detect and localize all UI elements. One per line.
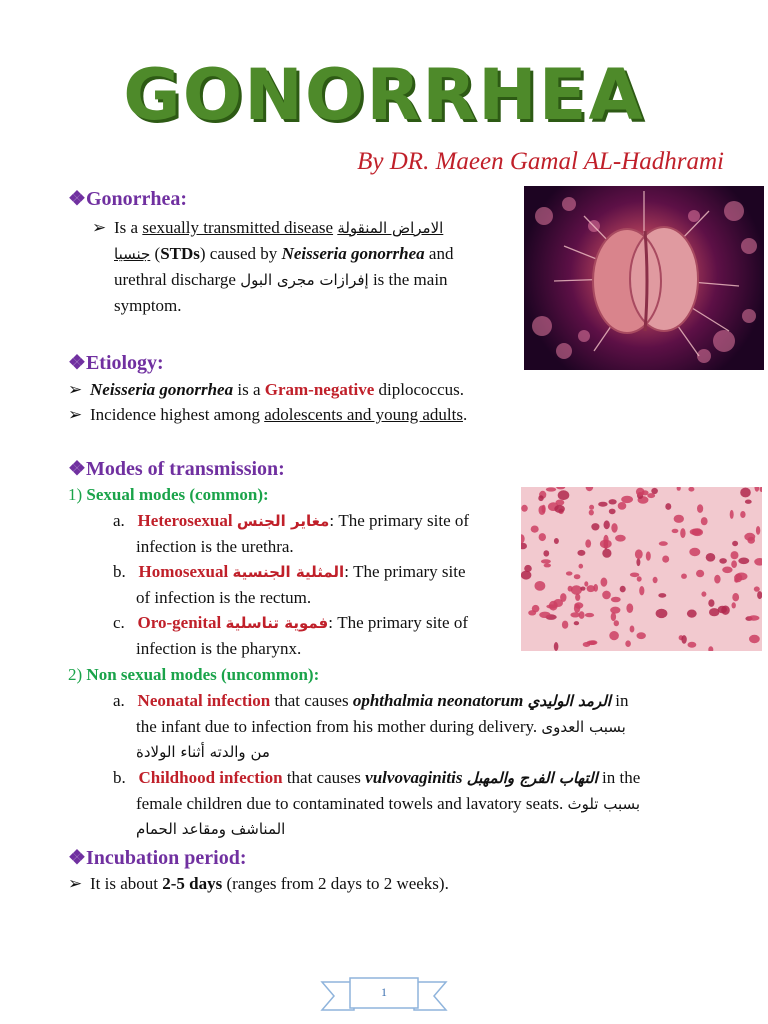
arrow-bullet-icon: ➢ [92,218,107,237]
mode-oro-genital: c. Oro-genital فموية تناسلية: The primary site of [113,613,468,632]
section-heading-gonorrhea: ❖Gonorrhea: [68,188,188,210]
gram-stain-micrograph [521,487,762,651]
author-byline: By DR. Maeen Gamal AL-Hadhrami [357,148,724,175]
mode-oro-genital-line-2: infection is the pharynx. [136,639,302,658]
etiology-bullet-1: ➢ Neisseria gonorrhea is a Gram-negative diplococcus. [68,380,464,399]
etiology-bullet-2: ➢ Incidence highest among adolescents and young adults. [68,405,468,424]
mode-neonatal: a. Neonatal infection that causes ophthalmia neonatorum الرمد الوليدي in [113,691,629,710]
gonorrhea-line-2: جنسيا (STDs) caused by Neisseria gonorrhea and [114,244,454,263]
mode-neonatal-line-3: من والدته أثناء الولادة [136,743,270,761]
mode-homosexual-line-2: of infection is the rectum. [136,588,312,607]
non-sexual-modes-heading: 2) Non sexual modes (uncommon): [68,665,320,684]
diamond-cluster-icon: ❖ [68,352,86,374]
gonorrhea-line-1: ➢ Is a sexually transmitted disease الامراض المنقولة [92,218,444,237]
mode-childhood: b. Childhood infection that causes vulvovaginitis التهاب الفرج والمهبل in the [113,768,641,787]
section-heading-transmission: ❖Modes of transmission: [68,458,285,480]
page-number-ribbon [320,972,448,1016]
page-number: 1 [381,985,387,999]
section-heading-etiology: ❖Etiology: [68,352,164,374]
arrow-bullet-icon: ➢ [68,380,83,399]
gonorrhea-line-3: urethral discharge إفرازات مجرى البول is the main [114,270,448,289]
mode-homosexual: b. Homosexual المثلية الجنسية: The primary site [113,562,466,581]
arrow-bullet-icon: ➢ [68,405,83,424]
mode-heterosexual-line-2: infection is the urethra. [136,537,294,556]
page-title: GONORRHEA [123,54,645,136]
arrow-bullet-icon: ➢ [68,874,83,893]
mode-neonatal-line-2: the infant due to infection from his mother during delivery. بسبب العدوى [136,717,626,736]
incubation-bullet-1: ➢ It is about 2-5 days (ranges from 2 days to 2 weeks). [68,874,449,893]
mode-childhood-line-2: female children due to contaminated towels and lavatory seats. بسبب تلوث [136,794,641,813]
mode-childhood-line-3: المناشف ومقاعد الحمام [136,820,286,838]
gonorrhea-line-4: symptom. [114,296,182,315]
diamond-cluster-icon: ❖ [68,458,86,480]
diamond-cluster-icon: ❖ [68,188,86,210]
diamond-cluster-icon: ❖ [68,847,86,869]
bacteria-illustration [524,186,764,370]
sexual-modes-heading: 1) Sexual modes (common): [68,485,269,504]
section-heading-incubation: ❖Incubation period: [68,847,247,869]
mode-heterosexual: a. Heterosexual مغاير الجنس: The primary site of [113,511,470,530]
